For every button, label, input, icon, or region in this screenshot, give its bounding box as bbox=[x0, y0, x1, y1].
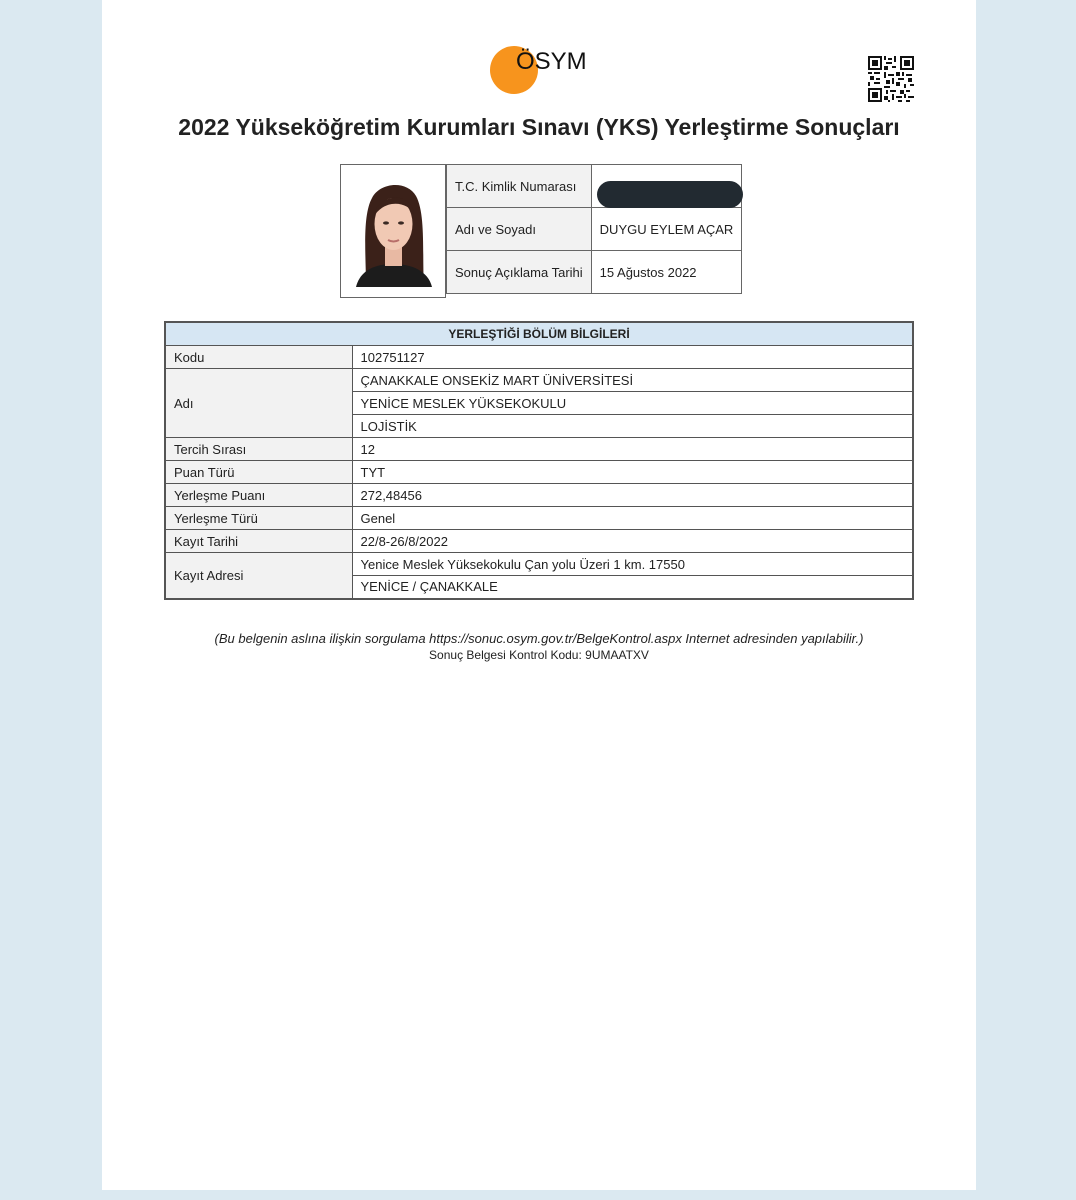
registration-date-label: Kayıt Tarihi bbox=[165, 530, 352, 553]
table-row bbox=[165, 484, 913, 507]
placement-heading: YERLEŞTİĞİ BÖLÜM BİLGİLERİ bbox=[165, 322, 913, 346]
address-label: Kayıt Adresi bbox=[165, 553, 352, 599]
university-name: ÇANAKKALE ONSEKİZ MART ÜNİVERSİTESİ bbox=[352, 369, 913, 392]
verification-note: (Bu belgenin aslına ilişkin sorgulama https://sonuc.osym.gov.tr/BelgeKontrol.aspx Internet adresinden yapılabilir.) bbox=[214, 631, 864, 646]
score-value: 272,48456 bbox=[352, 484, 913, 507]
name-value: DUYGU EYLEM AÇAR bbox=[591, 208, 742, 251]
program-name-label: Adı bbox=[165, 369, 352, 438]
table-row bbox=[165, 346, 913, 369]
table-row bbox=[165, 507, 913, 530]
photo-cell bbox=[340, 164, 446, 298]
name-label: Adı ve Soyadı bbox=[447, 208, 592, 251]
table-row bbox=[165, 369, 913, 392]
candidate-photo bbox=[352, 176, 435, 287]
date-value: 15 Ağustos 2022 bbox=[591, 251, 742, 294]
table-row bbox=[165, 553, 913, 576]
table-row bbox=[165, 461, 913, 484]
address-line-1: Yenice Meslek Yüksekokulu Çan yolu Üzeri 1 km. 17550 bbox=[352, 553, 913, 576]
school-name: YENİCE MESLEK YÜKSEKOKULU bbox=[352, 392, 913, 415]
preference-value: 12 bbox=[352, 438, 913, 461]
table-row bbox=[165, 438, 913, 461]
osym-logo bbox=[490, 44, 600, 100]
control-code: Sonuç Belgesi Kontrol Kodu: 9UMAATXV bbox=[429, 648, 649, 662]
score-type-value: TYT bbox=[352, 461, 913, 484]
placement-type-label: Yerleşme Türü bbox=[165, 507, 352, 530]
code-value: 102751127 bbox=[352, 346, 913, 369]
qr-code-icon bbox=[868, 56, 914, 102]
registration-date-value: 22/8-26/8/2022 bbox=[352, 530, 913, 553]
code-label: Kodu bbox=[165, 346, 352, 369]
result-document bbox=[102, 0, 976, 1190]
tc-label: T.C. Kimlik Numarası bbox=[447, 165, 592, 208]
score-label: Yerleşme Puanı bbox=[165, 484, 352, 507]
program-name: LOJİSTİK bbox=[352, 415, 913, 438]
name-row bbox=[447, 208, 742, 251]
page-title: 2022 Yükseköğretim Kurumları Sınavı (YKS) Yerleştirme Sonuçları bbox=[178, 114, 900, 140]
score-type-label: Puan Türü bbox=[165, 461, 352, 484]
placement-type-value: Genel bbox=[352, 507, 913, 530]
table-row bbox=[165, 530, 913, 553]
date-label: Sonuç Açıklama Tarihi bbox=[447, 251, 592, 294]
address-line-2: YENİCE / ÇANAKKALE bbox=[352, 576, 913, 599]
preference-label: Tercih Sırası bbox=[165, 438, 352, 461]
redaction-mark bbox=[597, 181, 743, 208]
placement-table bbox=[164, 321, 914, 600]
date-row bbox=[447, 251, 742, 294]
logo-text: ÖSYM bbox=[516, 48, 587, 75]
